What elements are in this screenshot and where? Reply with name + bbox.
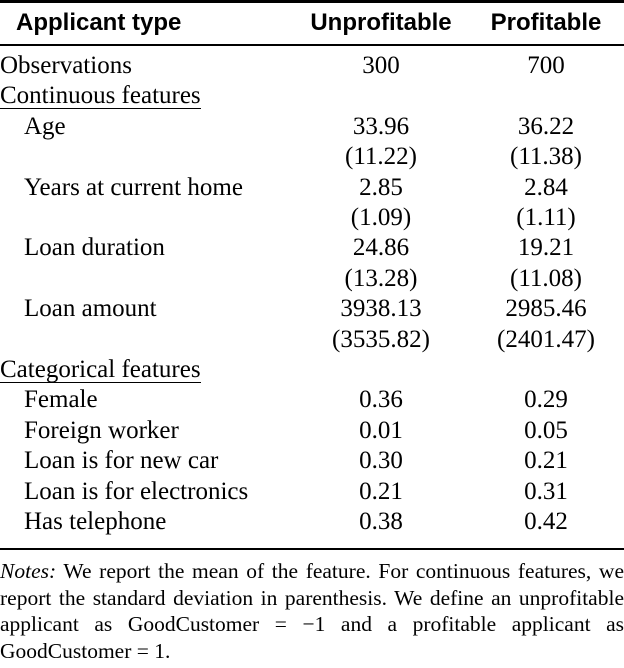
cell-unprofitable-sd: (3535.82) [332,325,430,353]
cell-unprofitable-sd: (11.22) [345,143,417,171]
table-row-sd [0,264,624,294]
table-row [0,507,624,537]
row-label: Loan duration [24,234,165,262]
cell-profitable: 36.22 [517,112,575,140]
table-row-sd [0,142,624,172]
cell-unprofitable: 300 [362,52,400,79]
cell-unprofitable: 3938.13 [340,295,422,323]
notes-equation-pos: = 1 [131,638,166,663]
cell-profitable: 2985.46 [505,295,587,323]
categorical-features-heading: Categorical features [0,356,201,384]
cell-unprofitable: 0.30 [359,447,403,475]
cell-profitable: 700 [527,52,565,79]
cell-unprofitable-sd: (13.28) [344,264,418,292]
cell-profitable-sd: (11.38) [510,143,582,171]
table-row-sd [0,325,624,355]
cell-unprofitable: 0.21 [359,477,403,505]
cell-unprofitable: 24.86 [352,234,410,262]
summary-statistics-table [0,4,624,538]
notes-text-1: We report the mean of the feature. For continuous features, we report the standard deviation in parenthesis. We define an unprofitable applicant as GoodCustomer [0,559,624,636]
header-unprofitable: Unprofitable [310,9,452,37]
continuous-features-heading: Continuous features [0,82,201,110]
row-label: Loan is for new car [24,447,219,475]
table-row [0,173,624,203]
table-row-sd [0,203,624,233]
row-label: Female [24,386,98,414]
notes-equation-neg: = −1 [259,612,341,636]
row-label: Observations [0,52,132,79]
cell-profitable-sd: (2401.47) [497,325,595,353]
table-notes [0,558,624,664]
section-row [0,355,624,385]
cell-profitable-sd: (1.11) [516,204,576,232]
cell-profitable: 0.29 [524,386,568,414]
notes-text-2: and a profitable applicant as GoodCustomer [0,612,624,663]
table-row [0,477,624,507]
header-row [0,4,624,43]
table-row [0,416,624,446]
cell-profitable-sd: (11.08) [510,264,582,292]
row-label: Years at current home [24,173,243,201]
cell-unprofitable: 2.85 [359,173,403,201]
row-label: Loan is for electronics [24,477,249,505]
cell-profitable: 2.84 [524,173,568,201]
cell-profitable: 0.21 [524,447,568,475]
header-applicant-type: Applicant type [16,9,182,37]
observations-row [0,51,624,81]
cell-unprofitable: 0.36 [359,386,403,414]
row-label: Age [24,112,66,140]
cell-unprofitable: 0.38 [359,508,403,536]
notes-end: . [165,638,171,663]
table-row [0,233,624,263]
table-row [0,385,624,415]
row-label: Foreign worker [24,416,179,444]
cell-profitable: 19.21 [517,234,575,262]
cell-profitable: 0.31 [524,477,568,505]
cell-unprofitable: 33.96 [352,112,410,140]
section-row [0,81,624,111]
table-row [0,112,624,142]
notes-label: Notes: [0,559,57,583]
cell-profitable: 0.42 [524,508,568,536]
bottom-rule [0,548,624,550]
header-profitable: Profitable [490,9,602,37]
cell-unprofitable: 0.01 [359,416,403,444]
table-row [0,446,624,476]
cell-profitable: 0.05 [524,416,568,444]
top-rule [0,0,624,3]
cell-unprofitable-sd: (1.09) [350,204,412,232]
row-label: Has telephone [24,508,167,536]
row-label: Loan amount [24,295,157,323]
table-row [0,294,624,324]
